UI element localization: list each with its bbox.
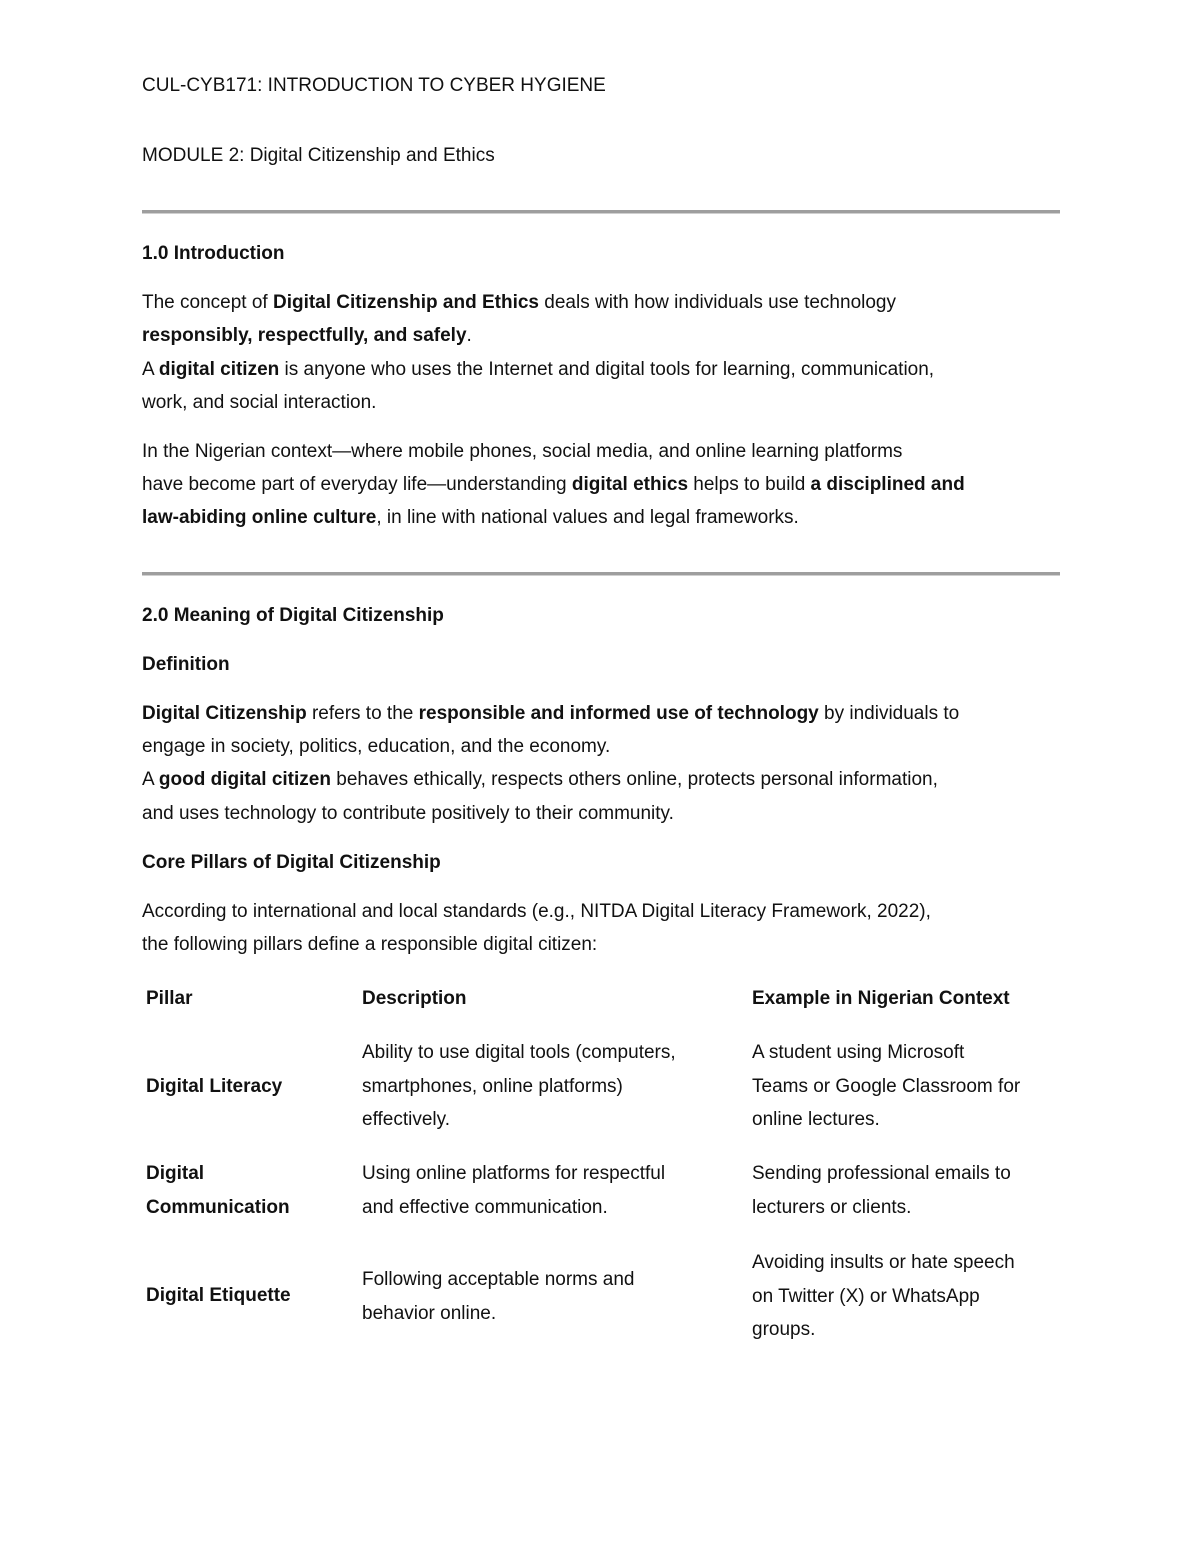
table-cell-pillar: Digital Communication: [146, 1163, 290, 1218]
table-cell-example: A student using Microsoft Teams or Google Classroom for online lectures.: [752, 1042, 1021, 1130]
module-title: MODULE 2: Digital Citizenship and Ethics: [142, 145, 495, 166]
table-cell-description: Ability to use digital tools (computers, smartphones, online platforms) effectively.: [362, 1042, 676, 1130]
context-paragraph-line: have become part of everyday life—understanding digital ethics helps to build a disciplined and: [142, 474, 965, 495]
table-header-cell: Description: [362, 988, 467, 1009]
course-title: CUL-CYB171: INTRODUCTION TO CYBER HYGIENE: [142, 75, 606, 96]
section-2-heading: 2.0 Meaning of Digital Citizenship: [142, 605, 444, 626]
intro-paragraph-line: A digital citizen is anyone who uses the Internet and digital tools for learning, communication,: [142, 359, 935, 380]
divider: [142, 572, 1060, 576]
definition-paragraph-line: engage in society, politics, education, and the economy.: [142, 736, 611, 757]
pillars-intro-line: the following pillars define a responsible digital citizen:: [142, 934, 598, 955]
table-cell-example: Sending professional emails to lecturers or clients.: [752, 1163, 1011, 1218]
table-cell-description: Following acceptable norms and behavior online.: [362, 1269, 635, 1324]
divider: [142, 210, 1060, 214]
table-cell-pillar: Digital Etiquette: [146, 1285, 291, 1306]
definition-heading: Definition: [142, 654, 230, 675]
context-paragraph-line: In the Nigerian context—where mobile phones, social media, and online learning platforms: [142, 441, 903, 462]
intro-paragraph-line: The concept of Digital Citizenship and Ethics deals with how individuals use technology: [142, 292, 896, 313]
definition-paragraph-line: Digital Citizenship refers to the responsible and informed use of technology by individuals to: [142, 703, 960, 724]
table-header-cell: Pillar: [146, 988, 193, 1009]
table-cell-pillar: Digital Literacy: [146, 1076, 283, 1097]
intro-paragraph-line: responsibly, respectfully, and safely.: [142, 325, 472, 346]
pillars-intro-line: According to international and local standards (e.g., NITDA Digital Literacy Framework, 2022),: [142, 901, 931, 922]
table-cell-example: Avoiding insults or hate speech on Twitter (X) or WhatsApp groups.: [752, 1252, 1015, 1340]
pillars-heading: Core Pillars of Digital Citizenship: [142, 852, 441, 873]
definition-paragraph-line: and uses technology to contribute positively to their community.: [142, 803, 674, 824]
table-header-cell: Example in Nigerian Context: [752, 988, 1010, 1009]
section-1-heading: 1.0 Introduction: [142, 243, 285, 264]
table-cell-description: Using online platforms for respectful and effective communication.: [362, 1163, 666, 1218]
definition-paragraph-line: A good digital citizen behaves ethically, respects others online, protects personal information,: [142, 769, 938, 790]
intro-paragraph-line: work, and social interaction.: [142, 392, 377, 413]
context-paragraph-line: law-abiding online culture, in line with national values and legal frameworks.: [142, 507, 799, 528]
